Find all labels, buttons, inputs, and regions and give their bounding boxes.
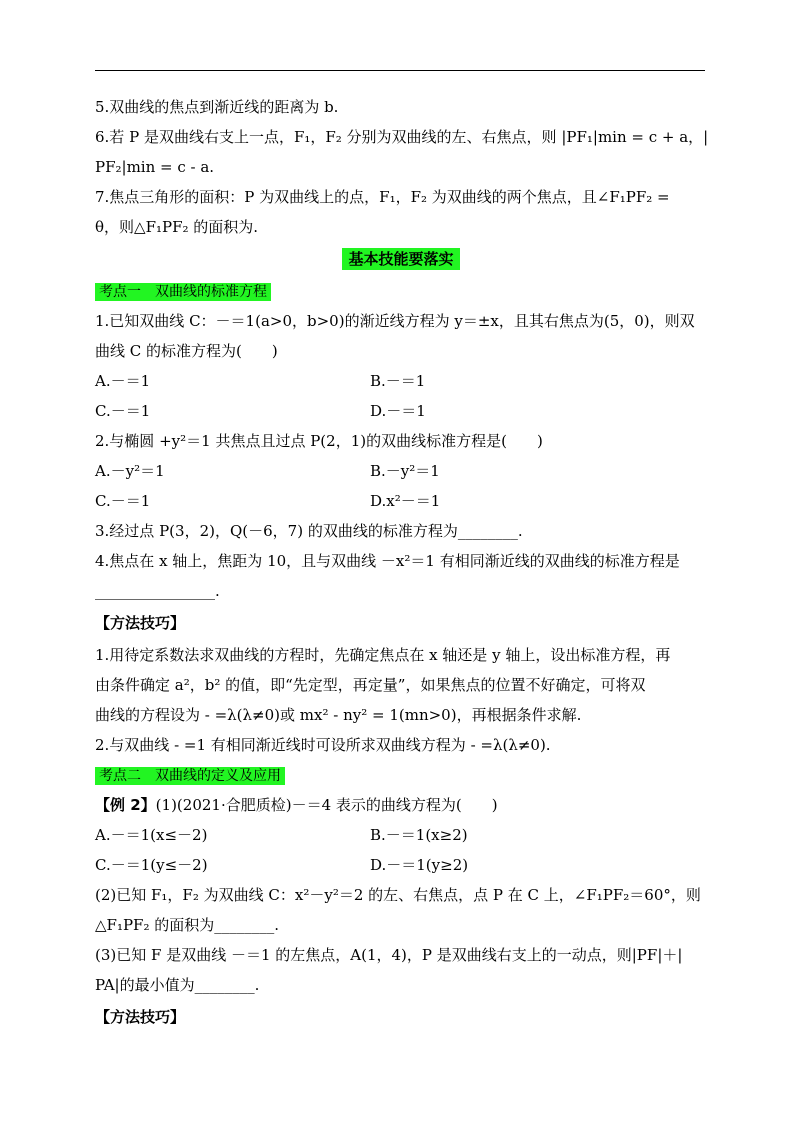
question-1-line: 1.已知双曲线 C：－＝1(a>0，b>0)的渐近线方程为 y＝±x，且其右焦点为(5，0)，则双 (95, 312, 695, 330)
kaodian2-header-row (95, 760, 707, 790)
example-2-part3: (3)已知 F 是双曲线 －＝1 的左焦点，A(1，4)，P 是双曲线右支上的一动点，则|PF|＋| (95, 946, 683, 964)
text-line: 7.焦点三角形的面积：P 为双曲线上的点，F₁，F₂ 为双曲线的两个焦点，且∠F₁PF₂ = (95, 188, 670, 206)
q2-options-row (95, 456, 707, 486)
option-b: B.－＝1(x≥2) (370, 826, 468, 844)
q2-options-row (95, 486, 707, 516)
example-2-part3: PA|的最小值为________. (95, 976, 260, 994)
document-body (95, 92, 707, 1034)
example-2-line (95, 790, 707, 820)
question-4-line: 4.焦点在 x 轴上，焦距为 10，且与双曲线 －x²＝1 有相同渐近线的双曲线的标准方程是 (95, 552, 680, 570)
header-rule (95, 70, 705, 71)
method-text: 2.与双曲线 - =1 有相同渐近线时可设所求双曲线方程为 - =λ(λ≠0). (95, 736, 551, 754)
option-b: B.－y²＝1 (370, 462, 440, 480)
option-c: C.－＝1 (95, 492, 151, 510)
option-d: D.x²－＝1 (370, 492, 441, 510)
q1-options-row (95, 396, 707, 426)
example-2-part2: (2)已知 F₁，F₂ 为双曲线 C：x²－y²＝2 的左、右焦点，点 P 在 C 上，∠F₁PF₂＝60°，则 (95, 886, 701, 904)
method-text: 1.用待定系数法求双曲线的方程时，先确定焦点在 x 轴还是 y 轴上，设出标准方程，再 (95, 646, 671, 664)
option-a: A.－＝1(x≤－2) (95, 826, 208, 844)
option-c: C.－＝1(y≤－2) (95, 856, 208, 874)
method-title: 【方法技巧】 (95, 614, 186, 632)
text-line: 5.双曲线的焦点到渐近线的距离为 b. (95, 98, 339, 116)
question-1-line: 曲线 C 的标准方程为( ) (95, 342, 278, 360)
ex-options-row (95, 850, 707, 880)
kaodian1-header: 考点一 双曲线的标准方程 (95, 283, 271, 301)
option-c: C.－＝1 (95, 402, 151, 420)
option-d: D.－＝1 (370, 402, 426, 420)
question-2: 2.与椭圆 +y²＝1 共焦点且过点 P(2，1)的双曲线标准方程是( ) (95, 432, 543, 450)
text-line: PF₂|min = c - a. (95, 158, 215, 176)
text-line: θ，则△F₁PF₂ 的面积为. (95, 218, 259, 236)
example-2-part2: △F₁PF₂ 的面积为________. (95, 916, 280, 934)
example-label: 【例 2】 (95, 796, 156, 814)
option-a: A.－＝1 (95, 372, 151, 390)
question-3: 3.经过点 P(3，2)，Q(－6，7) 的双曲线的标准方程为________. (95, 522, 523, 540)
kaodian1-header-row (95, 276, 707, 306)
example-2-part1: (1)(2021·合肥质检)－＝4 表示的曲线方程为( ) (155, 796, 498, 814)
option-d: D.－＝1(y≥2) (370, 856, 469, 874)
kaodian2-header: 考点二 双曲线的定义及应用 (95, 767, 285, 785)
option-b: B.－＝1 (370, 372, 426, 390)
text-line: 6.若 P 是双曲线右支上一点，F₁，F₂ 分别为双曲线的左、右焦点，则 |PF₁|min = c + a，| (95, 128, 709, 146)
method-title: 【方法技巧】 (95, 1008, 186, 1026)
section-title-row (95, 242, 707, 276)
section-title: 基本技能要落实 (342, 248, 459, 270)
q1-options-row (95, 366, 707, 396)
question-4-line: ________________. (95, 582, 220, 600)
method-text: 曲线的方程设为 - =λ(λ≠0)或 mx² - ny² = 1(mn>0)，再根据条件求解. (95, 706, 582, 724)
method-text: 由条件确定 a²，b² 的值，即“先定型，再定量”，如果焦点的位置不好确定，可将双 (95, 676, 646, 694)
ex-options-row (95, 820, 707, 850)
option-a: A.－y²＝1 (95, 462, 165, 480)
